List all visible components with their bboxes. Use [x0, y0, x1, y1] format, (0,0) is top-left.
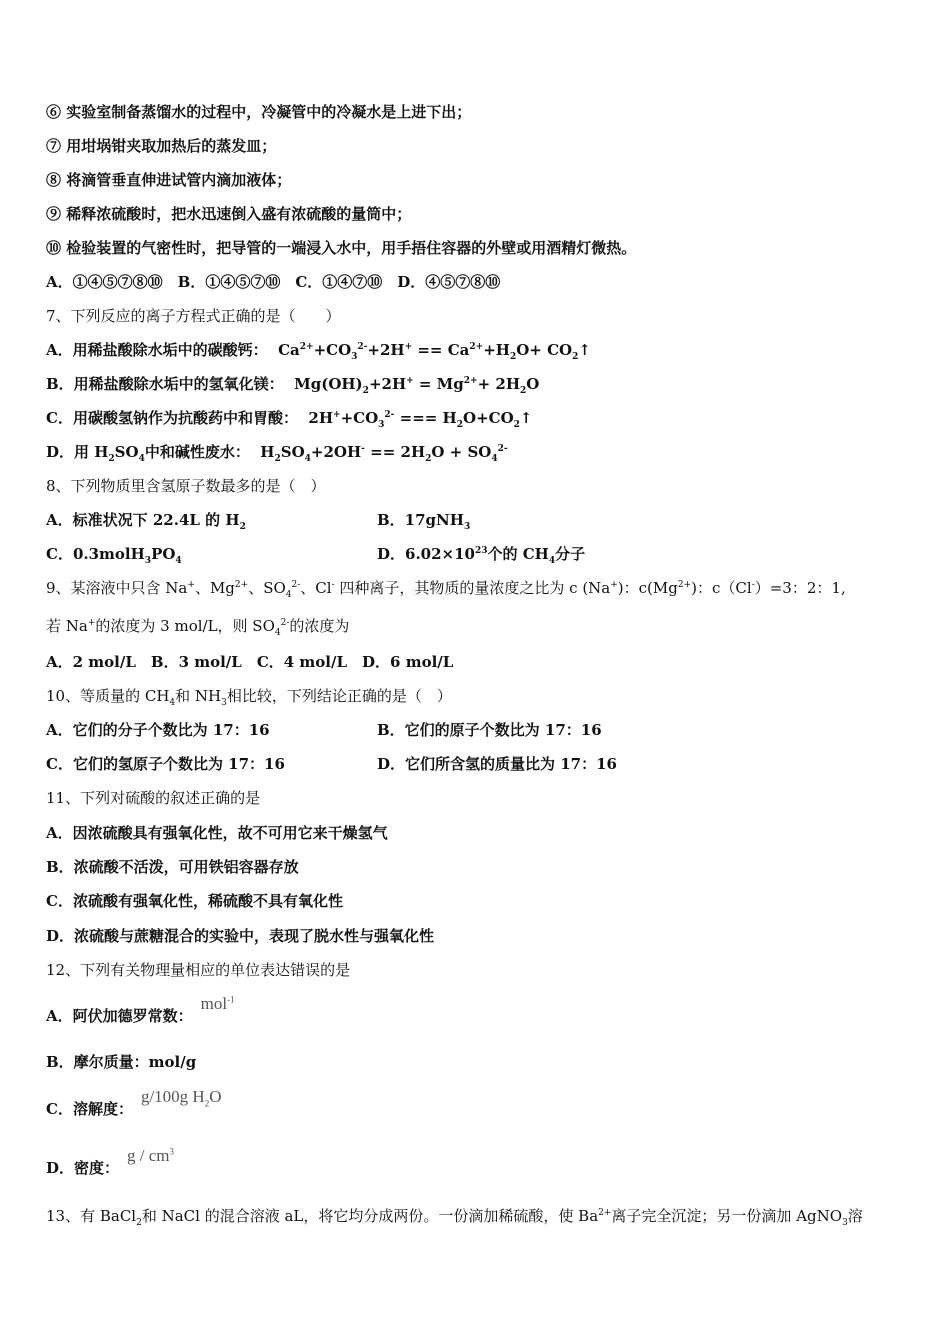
item-8: ⑧ 将滴管垂直伸进试管内滴加液体； — [46, 171, 292, 189]
q10-option-d: D．它们所含氢的质量比为 17：16 — [377, 755, 617, 773]
q7-stem: 7、下列反应的离子方程式正确的是（ ） — [46, 307, 341, 325]
q7-option-d: D．用 $H_2SO_4$中和碱性废水： $H_2SO_4+2OH^- == 2H_2O + SO_4^{2-}$ — [46, 443, 508, 464]
q10-option-a: A．它们的分子个数比为 17：16 — [46, 721, 270, 739]
q9-stem: 9、某溶液中只含 Na+、$Mg^{2+}$、$SO_4^{2-}$、Cl- 四种离子，其物质的量浓度之比为 c (Na+)：$c(Mg^{2+})$：c（Cl-）=3：2：1, — [46, 579, 846, 600]
q8-option-d: D．$6.02\times 10^{23}$个的 $CH_4$分子 — [377, 545, 586, 566]
q12-option-b: B．摩尔质量：mol/g — [46, 1053, 197, 1071]
unit-formula-c: g/100g $H_2O$ — [140, 1087, 222, 1109]
q8-stem: 8、下列物质里含氢原子数最多的是（ ） — [46, 477, 326, 495]
q11-option-c: C．浓硫酸有强氧化性，稀硫酸不具有氧化性 — [46, 892, 343, 910]
q11-stem: 11、下列对硫酸的叙述正确的是 — [46, 789, 261, 807]
q8-row-1 — [46, 510, 246, 530]
item-10: ⑩ 检验装置的气密性时，把导管的一端浸入水中，用手捂住容器的外壁或用酒精灯微热。 — [46, 239, 637, 257]
q10-option-b: B．它们的原子个数比为 17：16 — [377, 721, 602, 739]
q9-options: A．2 mol/L B．3 mol/L C．4 mol/L D．6 mol/L — [46, 653, 454, 671]
item-7: ⑦ 用坩埚钳夹取加热后的蒸发皿； — [46, 137, 277, 155]
q8-option-c: C．$0.3molH_3PO_4$ — [46, 545, 182, 566]
q7-option-b: B．用稀盐酸除水垢中的氢氧化镁： $Mg(OH)_2+2H^+ = Mg^{2+}+ 2H_2O$ — [46, 375, 540, 396]
q7-option-c: C．用碳酸氢钠作为抗酸药中和胃酸： $2H^++CO_3^{2-}$ === $H_2O+CO_2↑$ — [46, 409, 533, 430]
item-9: ⑨ 稀释浓硫酸时，把水迅速倒入盛有浓硫酸的量筒中； — [46, 205, 412, 223]
q12-option-d: D．密度：g / $cm^3$ — [46, 1146, 175, 1177]
q13-stem: 13、有 BaCl$_2$和 NaCl 的混合溶液 aL，将它均分成两份。一份滴加稀硫酸，使 $Ba^{2+}$离子完全沉淀；另一份滴加 AgNO$_3$溶 — [46, 1207, 863, 1228]
q8-option-b: B．17gNH$_3$ — [377, 511, 471, 532]
q12-stem: 12、下列有关物理量相应的单位表达错误的是 — [46, 961, 351, 979]
q6-options: A．①④⑤⑦⑧⑩ B．①④⑤⑦⑩ C．①④⑦⑩ D．④⑤⑦⑧⑩ — [46, 273, 501, 291]
q9-stem-line2: 若 Na+的浓度为 3 mol/L，则 $SO_4^{2-}$的浓度为 — [46, 617, 350, 638]
q8-option-a: A．标准状况下 22.4L 的 $H_2$ — [46, 511, 246, 532]
q12-option-c: C．溶解度：g/100g $H_2O$ — [46, 1087, 222, 1118]
unit-formula-a: mol$^{-1}$ — [200, 994, 235, 1013]
q10-option-c: C．它们的氢原子个数比为 17：16 — [46, 755, 285, 773]
unit-formula-d: g / $cm^3$ — [127, 1146, 175, 1165]
q7-option-a: A．用稀盐酸除水垢中的碳酸钙： $Ca^{2+}+CO_3^{2-}+2H^+ == Ca^{2+}+H_2O+$ $CO_2↑$ — [46, 341, 591, 362]
q11-option-b: B．浓硫酸不活泼，可用铁铝容器存放 — [46, 858, 299, 876]
q12-option-a: A．阿伏加德罗常数：mol$^{-1}$ — [46, 994, 235, 1025]
q11-option-a: A．因浓硫酸具有强氧化性，故不可用它来干燥氢气 — [46, 824, 388, 842]
item-6: ⑥ 实验室制备蒸馏水的过程中，冷凝管中的冷凝水是上进下出； — [46, 103, 472, 121]
q11-option-d: D．浓硫酸与蔗糖混合的实验中，表现了脱水性与强氧化性 — [46, 927, 435, 945]
q10-stem: 10、等质量的 $CH_4$和 $NH_3$相比较，下列结论正确的是（ ） — [46, 687, 452, 708]
